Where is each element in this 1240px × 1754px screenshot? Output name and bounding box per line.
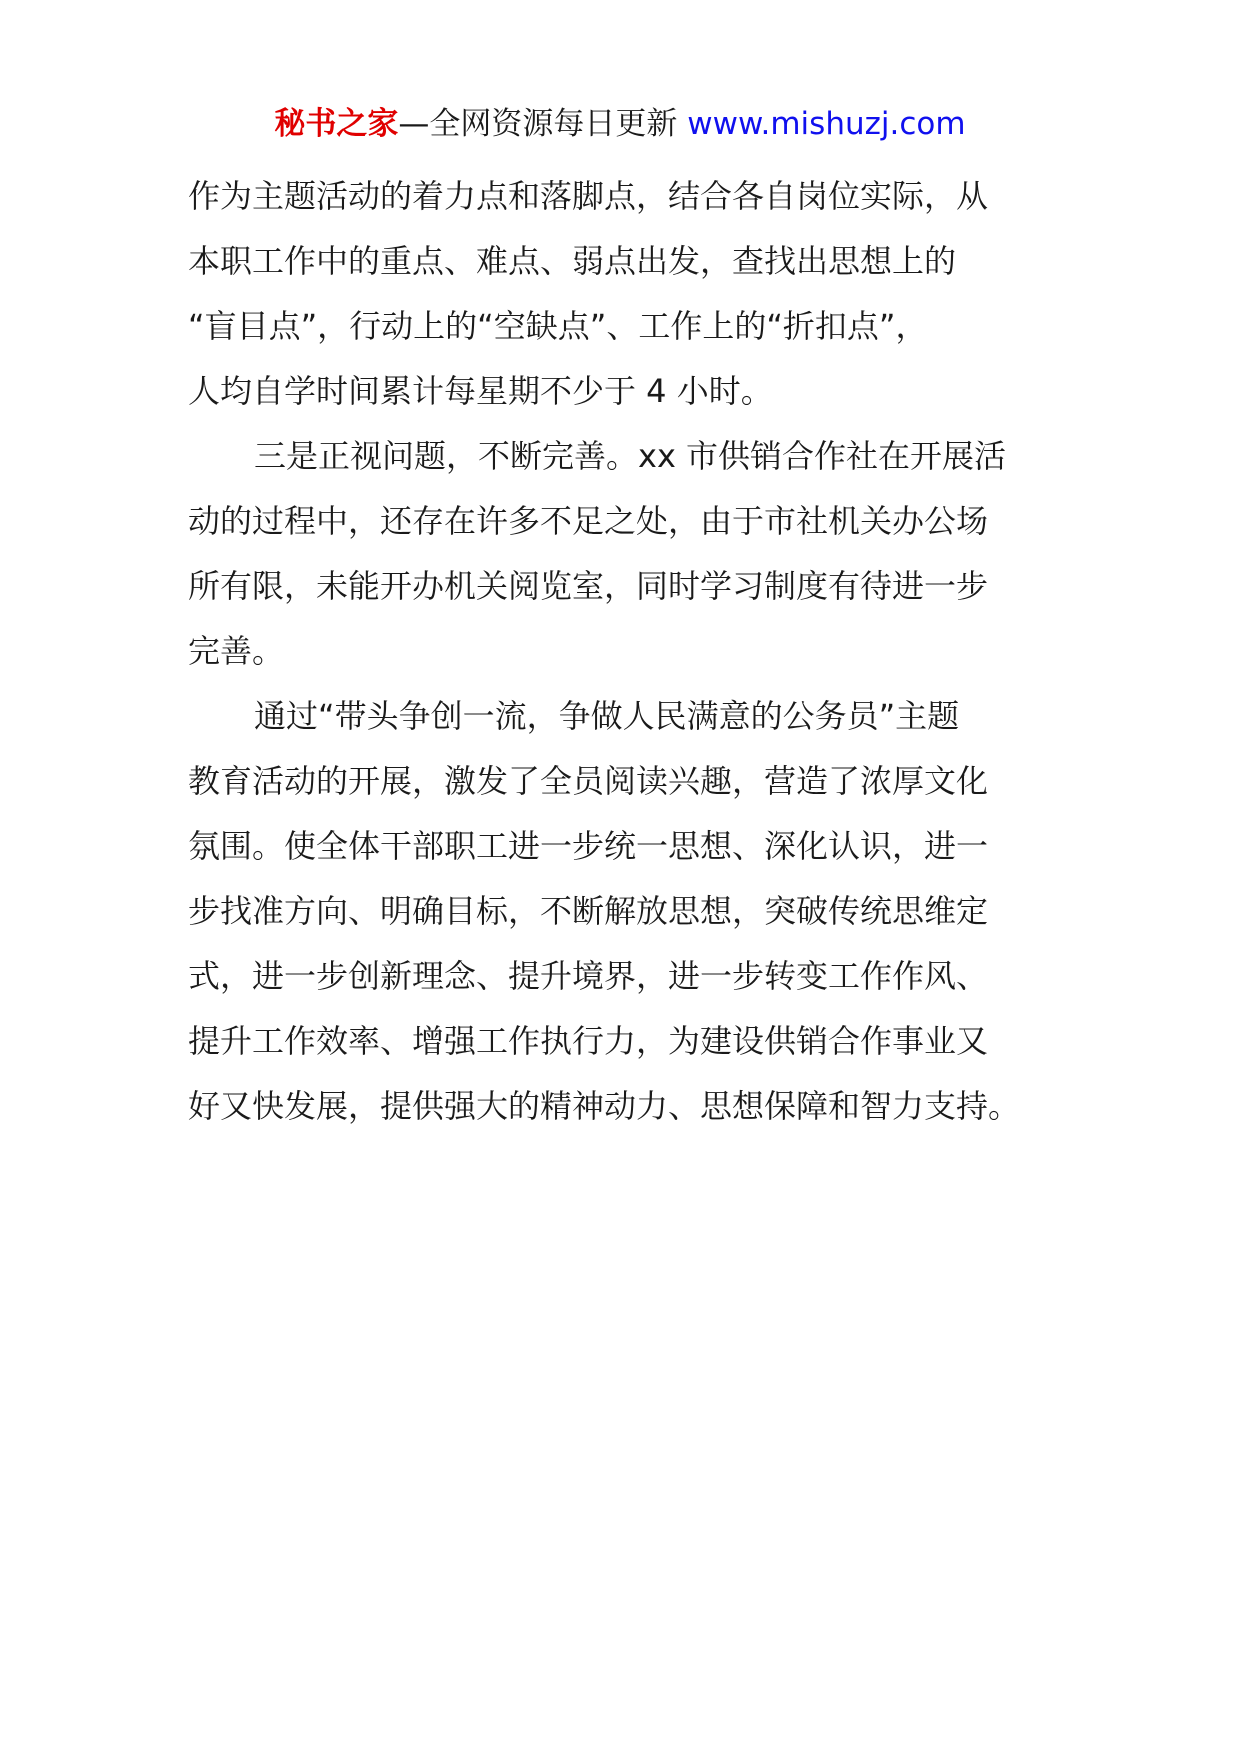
text-line: 步找准方向、明确目标，不断解放思想，突破传统思维定	[188, 892, 989, 930]
text-line: 完善。	[188, 632, 285, 670]
paragraph-start-line: 通过“带头争创一流，争做人民满意的公务员”主题	[254, 697, 960, 735]
header-tagline: —全网资源每日更新	[398, 106, 688, 142]
text-line: 所有限，未能开办机关阅览室，同时学习制度有待进一步	[188, 567, 989, 605]
page-header	[0, 104, 1240, 144]
website-link[interactable]: www.mishuzj.com	[687, 106, 966, 142]
text-line: 作为主题活动的着力点和落脚点，结合各自岗位实际，从	[188, 177, 989, 215]
text-line: 式，进一步创新理念、提升境界，进一步转变工作作风、	[188, 957, 989, 995]
text-line: “盲目点”，行动上的“空缺点”、工作上的“折扣点”，	[188, 307, 928, 345]
text-line: 本职工作中的重点、难点、弱点出发，查找出思想上的	[188, 242, 957, 280]
text-line: 教育活动的开展，激发了全员阅读兴趣，营造了浓厚文化	[188, 762, 989, 800]
text-line: 提升工作效率、增强工作执行力，为建设供销合作事业又	[188, 1022, 989, 1060]
paragraph-start-line: 三是正视问题，不断完善。xx 市供销合作社在开展活	[254, 437, 1007, 475]
text-line: 人均自学时间累计每星期不少于 4 小时。	[188, 372, 773, 410]
text-line: 动的过程中，还存在许多不足之处，由于市社机关办公场	[188, 502, 989, 540]
brand-name: 秘书之家	[274, 106, 399, 142]
document-body	[188, 164, 1058, 1139]
text-line: 好又快发展，提供强大的精神动力、思想保障和智力支持。	[188, 1087, 1021, 1125]
text-line: 氛围。使全体干部职工进一步统一思想、深化认识，进一	[188, 827, 989, 865]
